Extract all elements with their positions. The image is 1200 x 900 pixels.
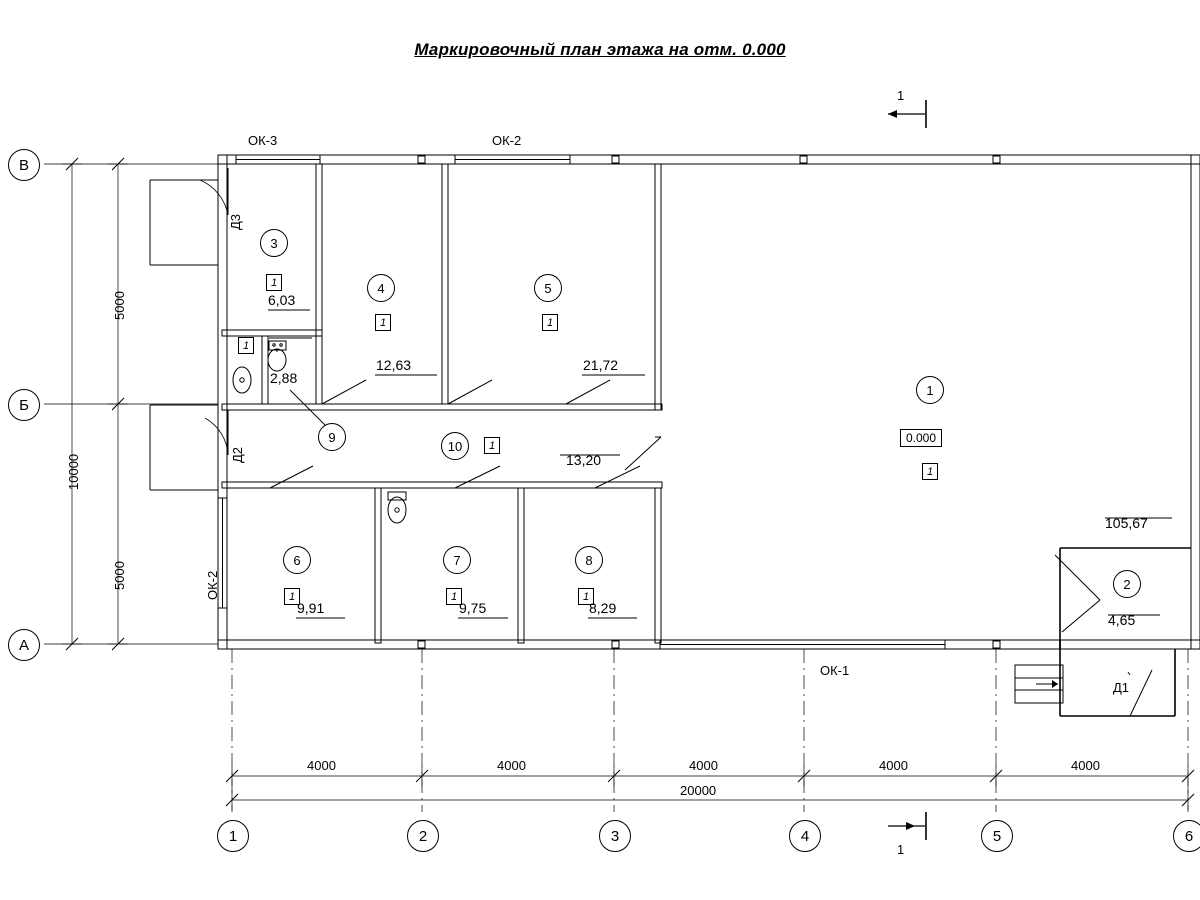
room-9-area: 2,88 bbox=[270, 370, 298, 386]
room-4-category: 1 bbox=[375, 314, 391, 331]
room-10-area: 13,20 bbox=[566, 452, 602, 468]
room-6-area: 9,91 bbox=[297, 600, 325, 616]
room-10-category: 1 bbox=[484, 437, 500, 454]
room-3-area: 6,03 bbox=[268, 292, 296, 308]
room-4-area: 12,63 bbox=[376, 357, 412, 373]
dim-v-upper: 5000 bbox=[112, 291, 127, 320]
room-number-5[interactable]: 5 bbox=[534, 274, 562, 302]
room-number-6[interactable]: 6 bbox=[283, 546, 311, 574]
axis-bubble-v-2[interactable]: А bbox=[8, 629, 40, 661]
dim-h-total: 20000 bbox=[680, 783, 717, 798]
axis-bubble-h-4[interactable]: 5 bbox=[981, 820, 1013, 852]
room-6-category: 1 bbox=[284, 588, 300, 605]
room-5-category: 1 bbox=[542, 314, 558, 331]
room-7-category: 1 bbox=[446, 588, 462, 605]
window-ok3-top-label: ОК-3 bbox=[248, 133, 278, 148]
room-1-level: 0.000 bbox=[900, 429, 942, 447]
dim-v-lower: 5000 bbox=[112, 561, 127, 590]
room-2-area: 4,65 bbox=[1108, 612, 1136, 628]
section-mark-top-label: 1 bbox=[897, 88, 905, 103]
room-1-area: 105,67 bbox=[1105, 515, 1148, 531]
room-number-1[interactable]: 1 bbox=[916, 376, 944, 404]
room-1-category: 1 bbox=[922, 463, 938, 480]
axis-bubble-v-1[interactable]: Б bbox=[8, 389, 40, 421]
dim-h-2: 4000 bbox=[689, 758, 718, 773]
axis-bubble-h-1[interactable]: 2 bbox=[407, 820, 439, 852]
room-7-area: 9,75 bbox=[459, 600, 487, 616]
room-number-8[interactable]: 8 bbox=[575, 546, 603, 574]
page-title: Маркировочный план этажа на отм. 0.000 bbox=[414, 40, 786, 59]
room-8-category: 1 bbox=[578, 588, 594, 605]
room-9-category: 1 bbox=[238, 337, 254, 354]
door-d3-label: Д3 bbox=[228, 213, 243, 230]
axis-bubble-v-0[interactable]: В bbox=[8, 149, 40, 181]
room-8-area: 8,29 bbox=[589, 600, 617, 616]
window-ok1-bottom-label: ОК-1 bbox=[820, 663, 850, 678]
section-mark-bottom-label: 1 bbox=[897, 842, 905, 857]
room-number-2[interactable]: 2 bbox=[1113, 570, 1141, 598]
axis-bubble-h-5[interactable]: 6 bbox=[1173, 820, 1200, 852]
door-d1-label: Д1 bbox=[1113, 680, 1130, 695]
room-number-7[interactable]: 7 bbox=[443, 546, 471, 574]
room-3-category: 1 bbox=[266, 274, 282, 291]
window-ok2-top-label: ОК-2 bbox=[492, 133, 522, 148]
room-5-area: 21,72 bbox=[583, 357, 619, 373]
axis-bubble-h-3[interactable]: 4 bbox=[789, 820, 821, 852]
axis-bubble-h-0[interactable]: 1 bbox=[217, 820, 249, 852]
dim-v-total: 10000 bbox=[66, 453, 81, 490]
room-number-4[interactable]: 4 bbox=[367, 274, 395, 302]
dim-h-1: 4000 bbox=[497, 758, 526, 773]
dim-h-3: 4000 bbox=[879, 758, 908, 773]
dim-h-0: 4000 bbox=[307, 758, 336, 773]
axis-bubble-h-2[interactable]: 3 bbox=[599, 820, 631, 852]
dim-h-4: 4000 bbox=[1071, 758, 1100, 773]
room-number-3[interactable]: 3 bbox=[260, 229, 288, 257]
door-d2-label: Д2 bbox=[230, 446, 245, 463]
room-number-10[interactable]: 10 bbox=[441, 432, 469, 460]
window-ok2-left-label: ОК-2 bbox=[205, 570, 220, 600]
room-number-9[interactable]: 9 bbox=[318, 423, 346, 451]
